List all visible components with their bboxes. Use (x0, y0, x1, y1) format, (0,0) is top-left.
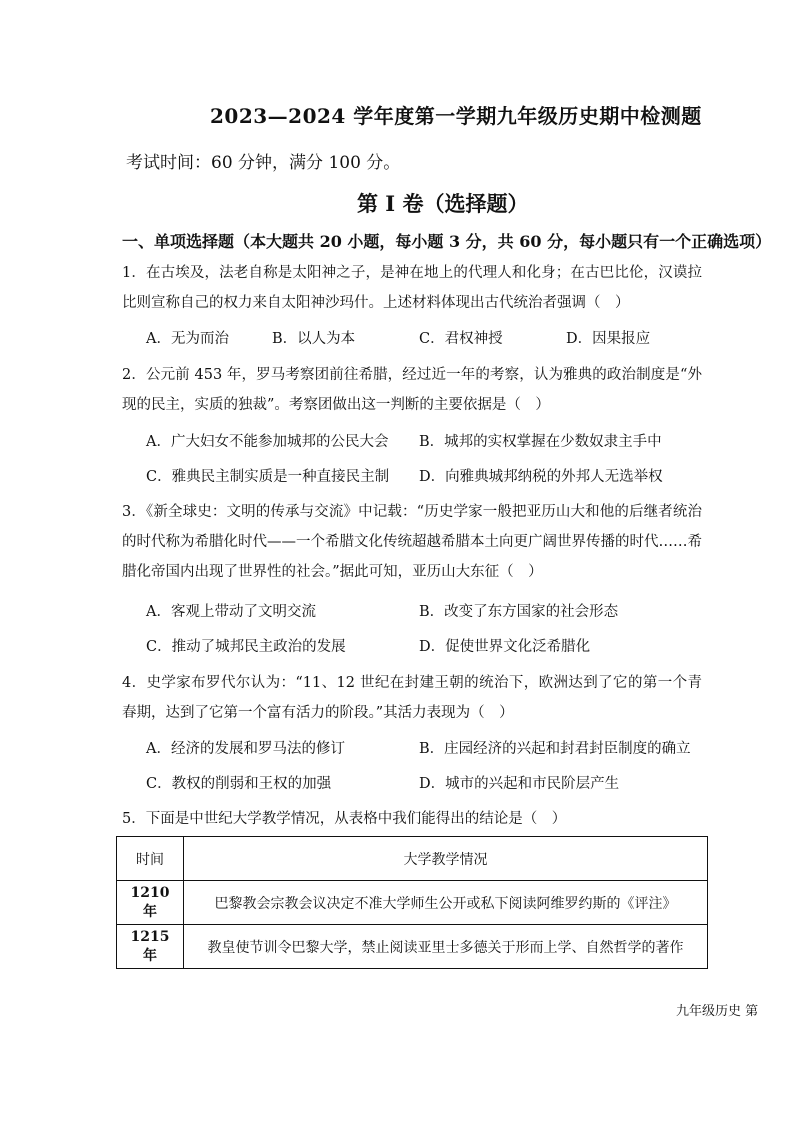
question-2-option-c: C．雅典民主制实质是一种直接民主制 (146, 469, 390, 485)
question-5-stem: 5．下面是中世纪大学教学情况，从表格中我们能得出的结论是（ ） (122, 811, 567, 827)
question-3-stem: 3．《新全球史：文明的传承与交流》中记载：“历史学家一般把亚历山大和他的后继者统治的时代称为希腊化时代——一个希腊文化传统超越希腊本土向更广阔世界传播的时代……希腊化帝国内出现了世界性的社会。”据此可知，亚历山大东征（ ） (122, 504, 702, 580)
question-3-option-d: D．促使世界文化泛希腊化 (419, 639, 591, 655)
table-header-situation: 大学教学情况 (184, 837, 708, 881)
table-row (117, 925, 708, 969)
university-teaching-table (116, 836, 708, 969)
question-3-option-c: C．推动了城邦民主政治的发展 (146, 639, 346, 655)
question-4-stem: 4．史学家布罗代尔认为：“11、12 世纪在封建王朝的统治下，欧洲达到了它的第一个青春期，达到了它第一个富有活力的阶段。”其活力表现为（ ） (122, 675, 702, 721)
exam-title: 2023—2024 学年度第一学期九年级历史期中检测题 (210, 104, 702, 128)
table-header-time: 时间 (117, 837, 184, 881)
question-4-option-c: C．教权的削弱和王权的加强 (146, 776, 332, 792)
table-cell-situation: 巴黎教会宗教会议决定不准大学师生公开或私下阅读阿维罗约斯的《评注》 (184, 881, 708, 925)
table-cell-year: 1210 年 (117, 881, 184, 925)
question-2-stem: 2．公元前 453 年，罗马考察团前往希腊，经过近一年的考察，认为雅典的政治制度是“外现的民主，实质的独裁”。考察团做出这一判断的主要依据是（ ） (122, 367, 702, 413)
table-cell-situation: 教皇使节训令巴黎大学，禁止阅读亚里士多德关于形而上学、自然哲学的著作 (184, 925, 708, 969)
question-4-option-a: A．经济的发展和罗马法的修订 (146, 741, 345, 757)
section-heading: 一、单项选择题（本大题共 20 小题，每小题 3 分，共 60 分，每小题只有一个正确选项） (122, 232, 772, 251)
question-2-option-a: A．广大妇女不能参加城邦的公民大会 (146, 434, 389, 450)
question-1-option-a: A．无为而治 (146, 331, 229, 347)
question-4-option-d: D．城市的兴起和市民阶层产生 (419, 776, 620, 792)
question-1-option-d: D．因果报应 (566, 331, 651, 347)
table-row (117, 881, 708, 925)
question-1-option-c: C．君权神授 (419, 331, 503, 347)
question-2-option-b: B．城邦的实权掌握在少数奴隶主手中 (419, 434, 662, 450)
page-footer: 九年级历史 第 (676, 1004, 759, 1019)
question-3-option-a: A．客观上带动了文明交流 (146, 604, 316, 620)
question-3-option-b: B．改变了东方国家的社会形态 (419, 604, 619, 620)
exam-info: 考试时间：60 分钟，满分 100 分。 (126, 153, 401, 173)
question-2-option-d: D．向雅典城邦纳税的外邦人无选举权 (419, 469, 663, 485)
table-cell-year: 1215 年 (117, 925, 184, 969)
table-header-row (117, 837, 708, 881)
volume-title: 第 I 卷（选择题） (357, 191, 529, 216)
question-4-option-b: B．庄园经济的兴起和封君封臣制度的确立 (419, 741, 691, 757)
question-1-option-b: B．以人为本 (272, 331, 356, 347)
question-1-stem: 1．在古埃及，法老自称是太阳神之子，是神在地上的代理人和化身；在古巴比伦，汉谟拉比则宣称自己的权力来自太阳神沙玛什。上述材料体现出古代统治者强调（ ） (122, 265, 702, 311)
